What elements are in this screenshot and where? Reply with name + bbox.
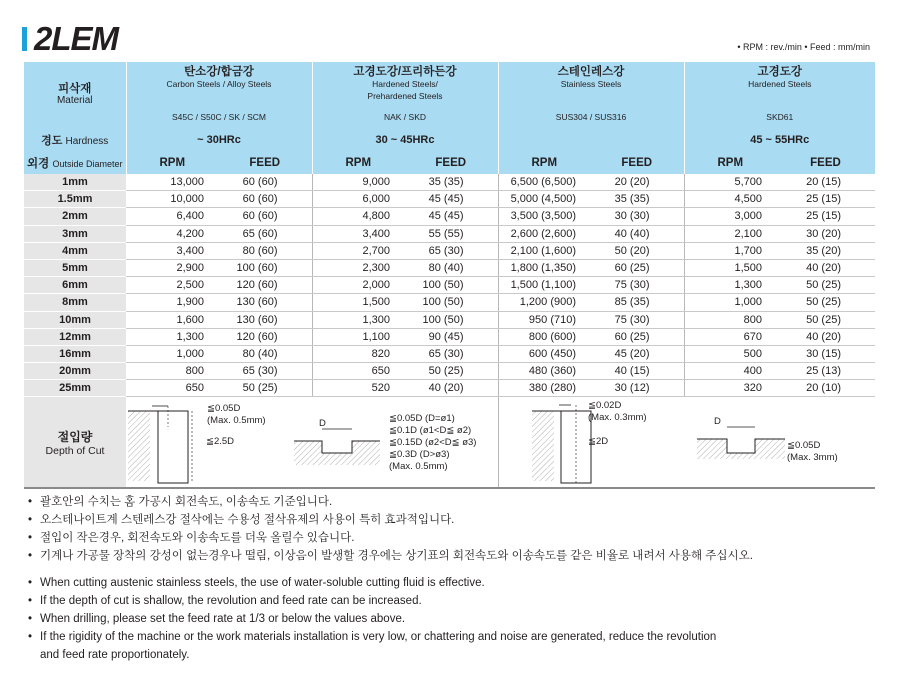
feed-cell: 60 (60)	[218, 174, 312, 191]
rpm-cell: 9,000	[312, 174, 404, 191]
depth-of-cut-ko: 절입량	[57, 429, 93, 444]
rpm-cell: 1,600	[126, 311, 218, 328]
feed-cell: 40 (20)	[776, 259, 875, 276]
rpm-cell: 2,100	[684, 225, 776, 242]
table-body	[24, 174, 875, 397]
rpm-cell: 400	[684, 363, 776, 380]
material-col-4	[684, 62, 875, 106]
rpm-cell: 6,000	[312, 191, 404, 208]
rpm-cell: 2,600 (2,600)	[498, 225, 590, 242]
feed-cell: 80 (40)	[218, 345, 312, 362]
material-col-2	[312, 62, 498, 106]
diameter-cell: 5mm	[24, 259, 126, 276]
rpm-cell: 6,500 (6,500)	[498, 174, 590, 191]
rpm-header: RPM	[498, 151, 590, 174]
endmill-shape	[158, 411, 188, 483]
rpm-cell: 1,200 (900)	[498, 294, 590, 311]
feed-cell: 40 (20)	[404, 380, 498, 397]
material-2-grade: NAK / SKD	[312, 106, 498, 128]
diameter-cell: 4mm	[24, 242, 126, 259]
table-row	[24, 294, 875, 311]
feed-cell: 85 (35)	[590, 294, 684, 311]
rpm-cell: 4,200	[126, 225, 218, 242]
material-col-3	[498, 62, 684, 106]
table-row	[24, 208, 875, 225]
doc-3-top2: (Max. 0.3mm)	[587, 412, 647, 424]
rpm-cell: 800 (600)	[498, 328, 590, 345]
rpm-cell: 1,500	[684, 259, 776, 276]
material-col-1	[126, 62, 312, 106]
table-row	[24, 225, 875, 242]
doc-1-top2: (Max. 0.5mm)	[207, 415, 266, 427]
feed-header: FEED	[590, 151, 684, 174]
material-4-grade: SKD61	[684, 106, 875, 128]
note-en-4: • If the rigidity of the machine or the work materials installation is very low, or chattering and noise are generated, reduce the revolution	[28, 628, 716, 646]
depth-diagram-1	[126, 397, 502, 487]
table-row	[24, 363, 875, 380]
notes-korean	[28, 493, 753, 565]
depth-of-cut-label	[24, 397, 126, 489]
rpm-cell: 650	[312, 363, 404, 380]
feed-cell: 75 (30)	[590, 277, 684, 294]
note-ko-2: • 오스테나이트계 스텐레스강 절삭에는 수용성 절삭유제의 사용이 특히 효과적입니다.	[28, 511, 753, 529]
feed-cell: 55 (55)	[404, 225, 498, 242]
note-ko-1: • 괄호안의 수치는 홈 가공시 회전속도, 이송속도 기준입니다.	[28, 493, 753, 511]
material-4-ko: 고경도강	[757, 66, 802, 78]
material-header	[24, 62, 126, 128]
doc-2-l2: ≦0.1D (ø1<D≦ ø2)	[389, 425, 472, 437]
material-3-ko: 스테인레스강	[557, 66, 625, 78]
rpm-cell: 1,000	[684, 294, 776, 311]
cutting-conditions-table	[24, 62, 875, 489]
feed-cell: 100 (50)	[404, 311, 498, 328]
rpm-cell: 1,300	[312, 311, 404, 328]
feed-cell: 25 (13)	[776, 363, 875, 380]
material-1-en2	[127, 90, 312, 102]
feed-cell: 30 (20)	[776, 225, 875, 242]
doc-2-l1: ≦0.05D (D=ø1)	[389, 413, 455, 425]
feed-cell: 65 (30)	[218, 363, 312, 380]
depth-of-cut-group-1	[126, 397, 498, 489]
diameter-cell: 25mm	[24, 380, 126, 397]
feed-cell: 50 (25)	[776, 311, 875, 328]
feed-cell: 60 (60)	[218, 208, 312, 225]
feed-cell: 45 (20)	[590, 345, 684, 362]
feed-cell: 100 (50)	[404, 277, 498, 294]
diameter-cell: 2mm	[24, 208, 126, 225]
feed-cell: 40 (40)	[590, 225, 684, 242]
feed-cell: 100 (60)	[218, 259, 312, 276]
table-row	[24, 277, 875, 294]
feed-cell: 100 (50)	[404, 294, 498, 311]
diameter-cell: 1.5mm	[24, 191, 126, 208]
rpm-cell: 480 (360)	[498, 363, 590, 380]
material-3-en: Stainless Steels	[560, 79, 622, 89]
material-1-en: Carbon Steels / Alloy Steels	[166, 79, 272, 89]
rpm-cell: 520	[312, 380, 404, 397]
feed-cell: 65 (30)	[404, 345, 498, 362]
diameter-header	[24, 151, 126, 174]
feed-cell: 90 (45)	[404, 328, 498, 345]
rpm-cell: 3,400	[312, 225, 404, 242]
rpm-cell: 13,000	[126, 174, 218, 191]
material-header-ko: 피삭재	[58, 83, 92, 95]
feed-cell: 50 (25)	[776, 294, 875, 311]
table-row	[24, 328, 875, 345]
doc-2-l5: (Max. 0.5mm)	[389, 461, 448, 473]
material-1-grade: S45C / S50C / SK / SCM	[126, 106, 312, 128]
feed-cell: 20 (20)	[590, 174, 684, 191]
feed-cell: 25 (15)	[776, 208, 875, 225]
feed-cell: 60 (25)	[590, 259, 684, 276]
feed-cell: 40 (15)	[590, 363, 684, 380]
rpm-cell: 3,000	[684, 208, 776, 225]
notes-english	[28, 574, 716, 664]
page-title: 2LEM	[34, 20, 119, 57]
feed-cell: 60 (60)	[218, 191, 312, 208]
feed-cell: 50 (25)	[776, 277, 875, 294]
doc-2-l3: ≦0.15D (ø2<D≦ ø3)	[389, 437, 477, 449]
hardness-header-ko: 경도	[41, 134, 63, 147]
hardness-header-en: Hardness	[65, 135, 109, 147]
diameter-cell: 16mm	[24, 345, 126, 362]
rpm-cell: 5,700	[684, 174, 776, 191]
note-ko-4: • 기계나 가공물 장착의 강성이 없는경우나 떨림, 이상음이 발생할 경우에는 상기표의 회전속도와 이송속도를 같은 비율로 내려서 사용해 주십시오.	[28, 547, 753, 565]
doc-4-l2: (Max. 3mm)	[786, 452, 838, 464]
rpm-cell: 600 (450)	[498, 345, 590, 362]
rpm-cell: 950 (710)	[498, 311, 590, 328]
rpm-cell: 380 (280)	[498, 380, 590, 397]
rpm-header: RPM	[684, 151, 776, 174]
doc-4-d: D	[713, 416, 721, 428]
rpm-cell: 3,500 (3,500)	[498, 208, 590, 225]
feed-cell: 30 (15)	[776, 345, 875, 362]
feed-cell: 120 (60)	[218, 277, 312, 294]
diameter-cell: 3mm	[24, 225, 126, 242]
feed-cell: 130 (60)	[218, 311, 312, 328]
depth-diagram-2	[499, 397, 875, 487]
note-en-3: • When drilling, please set the feed rate at 1/3 or below the values above.	[28, 610, 716, 628]
diameter-cell: 6mm	[24, 277, 126, 294]
table-row	[24, 311, 875, 328]
material-2-en: Hardened Steels/	[372, 79, 438, 89]
rpm-cell: 1,700	[684, 242, 776, 259]
note-en-2: • If the depth of cut is shallow, the revolution and feed rate can be increased.	[28, 592, 716, 610]
doc-2-d: D	[319, 418, 326, 430]
diameter-header-ko: 외경	[27, 157, 50, 170]
diameter-cell: 1mm	[24, 174, 126, 191]
rpm-cell: 1,500 (1,100)	[498, 277, 590, 294]
feed-cell: 80 (60)	[218, 242, 312, 259]
feed-cell: 30 (30)	[590, 208, 684, 225]
rpm-cell: 2,000	[312, 277, 404, 294]
note-en-1: • When cutting austenic stainless steels, the use of water-soluble cutting fluid is effective.	[28, 574, 716, 592]
doc-1-len: ≦2.5D	[206, 436, 235, 448]
rpm-cell: 10,000	[126, 191, 218, 208]
rpm-cell: 1,900	[126, 294, 218, 311]
title-accent-bar	[22, 27, 27, 51]
table-row	[24, 259, 875, 276]
material-2-ko: 고경도강/프리하든강	[353, 66, 457, 78]
feed-cell: 35 (35)	[590, 191, 684, 208]
rpm-cell: 320	[684, 380, 776, 397]
rpm-header: RPM	[312, 151, 404, 174]
table-row	[24, 380, 875, 397]
feed-header: FEED	[404, 151, 498, 174]
rpm-header: RPM	[126, 151, 218, 174]
feed-cell: 35 (35)	[404, 174, 498, 191]
units-note: • RPM : rev./min • Feed : mm/min	[737, 42, 870, 52]
material-3-grade: SUS304 / SUS316	[498, 106, 684, 128]
table-row	[24, 345, 875, 362]
diameter-header-en: Outside Diameter	[52, 158, 123, 169]
feed-cell: 20 (10)	[776, 380, 875, 397]
diameter-cell: 20mm	[24, 363, 126, 380]
table-row	[24, 174, 875, 191]
material-1-ko: 탄소강/합금강	[184, 66, 254, 78]
rpm-cell: 1,500	[312, 294, 404, 311]
rpm-cell: 1,300	[126, 328, 218, 345]
feed-cell: 120 (60)	[218, 328, 312, 345]
feed-cell: 25 (15)	[776, 191, 875, 208]
material-3-en2	[499, 90, 684, 102]
feed-cell: 80 (40)	[404, 259, 498, 276]
feed-cell: 45 (45)	[404, 208, 498, 225]
rpm-cell: 4,500	[684, 191, 776, 208]
feed-cell: 40 (20)	[776, 328, 875, 345]
feed-header: FEED	[776, 151, 875, 174]
doc-2-l4: ≦0.3D (D>ø3)	[389, 449, 450, 461]
depth-of-cut-en: Depth of Cut	[45, 444, 105, 457]
hardness-2: 30 ~ 45HRc	[312, 128, 498, 151]
feed-cell: 50 (25)	[218, 380, 312, 397]
diameter-cell: 12mm	[24, 328, 126, 345]
rpm-cell: 820	[312, 345, 404, 362]
note-en-4-cont: and feed rate proportionately.	[40, 649, 190, 661]
feed-cell: 50 (25)	[404, 363, 498, 380]
rpm-cell: 4,800	[312, 208, 404, 225]
rpm-cell: 650	[126, 380, 218, 397]
rpm-cell: 6,400	[126, 208, 218, 225]
feed-cell: 60 (25)	[590, 328, 684, 345]
rpm-cell: 2,100 (1,600)	[498, 242, 590, 259]
hardness-3	[498, 128, 684, 151]
rpm-cell: 2,900	[126, 259, 218, 276]
material-4-en: Hardened Steels	[748, 79, 812, 89]
doc-4-l1: ≦0.05D	[786, 440, 820, 452]
rpm-cell: 800	[126, 363, 218, 380]
feed-cell: 65 (60)	[218, 225, 312, 242]
hardness-1: ~ 30HRc	[126, 128, 312, 151]
rpm-cell: 2,500	[126, 277, 218, 294]
rpm-cell: 670	[684, 328, 776, 345]
doc-3-top: ≦0.02D	[587, 400, 621, 412]
depth-of-cut-group-2	[498, 397, 875, 489]
material-header-en: Material	[56, 95, 93, 106]
feed-cell: 20 (15)	[776, 174, 875, 191]
rpm-cell: 2,700	[312, 242, 404, 259]
rpm-cell: 3,400	[126, 242, 218, 259]
material-2-en2: Prehardened Steels	[367, 91, 443, 101]
feed-cell: 50 (20)	[590, 242, 684, 259]
table-row	[24, 242, 875, 259]
feed-cell: 35 (20)	[776, 242, 875, 259]
table-row	[24, 191, 875, 208]
rpm-cell: 1,800 (1,350)	[498, 259, 590, 276]
doc-1-top: ≦0.05D	[207, 403, 241, 415]
feed-cell: 30 (12)	[590, 380, 684, 397]
diameter-cell: 8mm	[24, 294, 126, 311]
feed-header: FEED	[218, 151, 312, 174]
material-4-en2	[685, 90, 876, 102]
workpiece-hatch	[128, 411, 150, 481]
feed-cell: 130 (60)	[218, 294, 312, 311]
rpm-cell: 1,000	[126, 345, 218, 362]
feed-cell: 75 (30)	[590, 311, 684, 328]
hardness-4: 45 ~ 55HRc	[684, 128, 875, 151]
feed-cell: 45 (45)	[404, 191, 498, 208]
rpm-cell: 5,000 (4,500)	[498, 191, 590, 208]
rpm-cell: 1,100	[312, 328, 404, 345]
diameter-cell: 10mm	[24, 311, 126, 328]
rpm-cell: 2,300	[312, 259, 404, 276]
rpm-cell: 500	[684, 345, 776, 362]
rpm-cell: 800	[684, 311, 776, 328]
rpm-cell: 1,300	[684, 277, 776, 294]
doc-3-len: ≦2D	[587, 436, 608, 448]
note-ko-3: • 절입이 작은경우, 회전속도와 이송속도를 더욱 올릴수 있습니다.	[28, 529, 753, 547]
hardness-header	[24, 128, 126, 151]
feed-cell: 65 (30)	[404, 242, 498, 259]
